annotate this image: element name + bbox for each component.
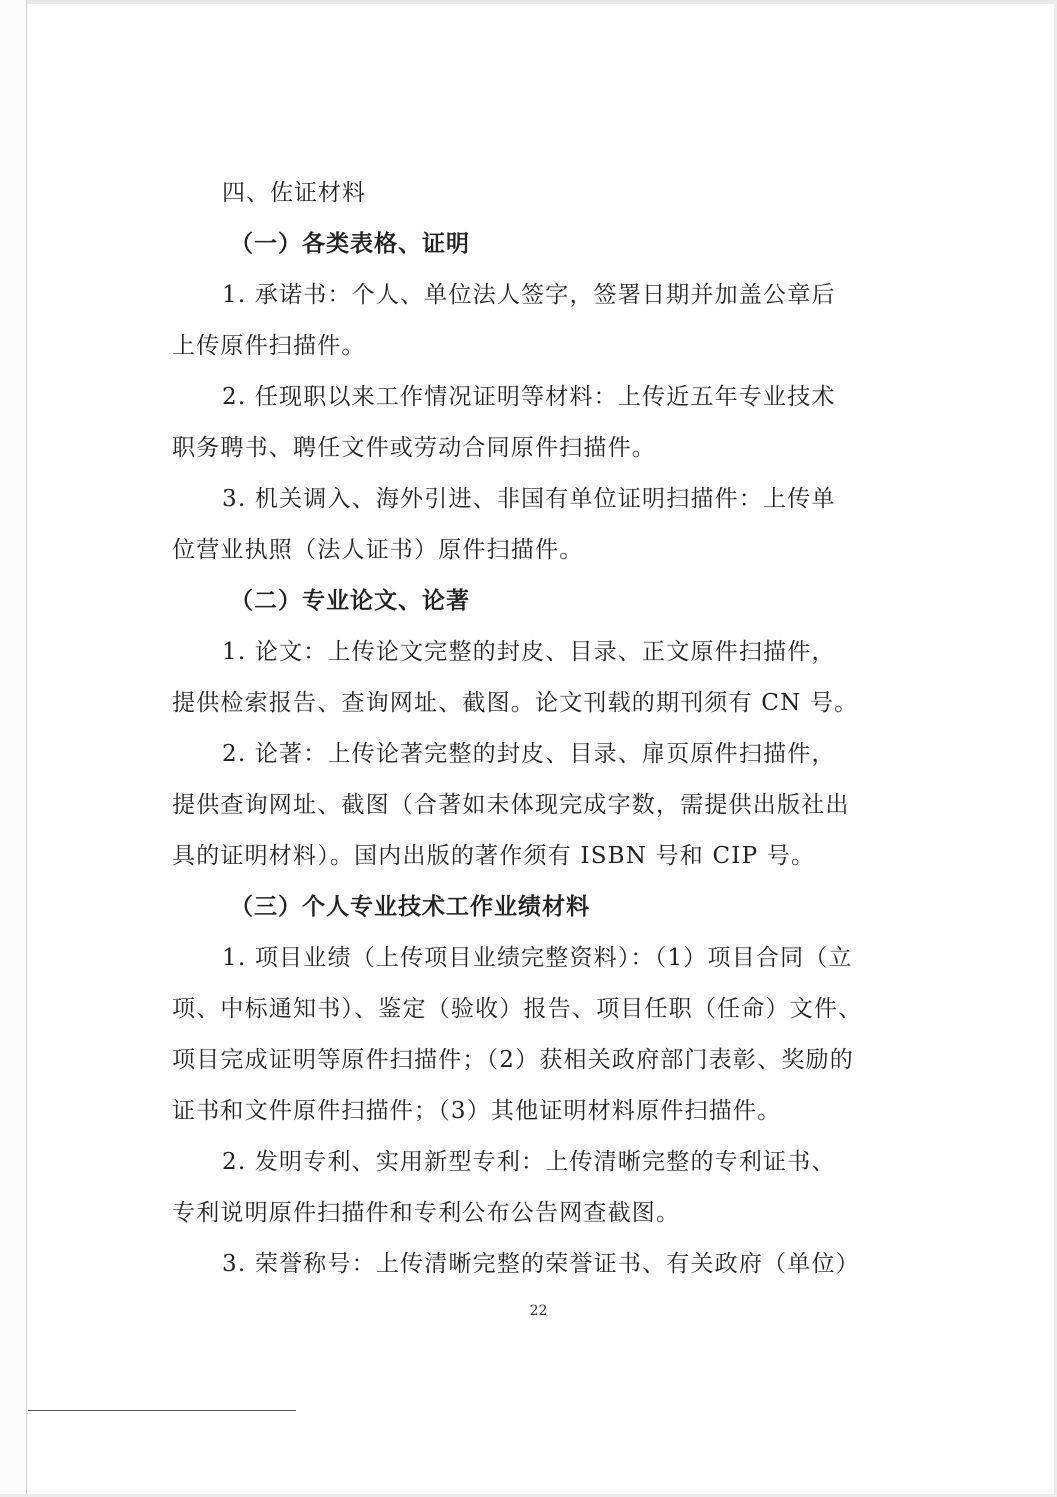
paragraph-line: 项、中标通知书）、鉴定（验收）报告、项目任职（任命）文件、	[172, 996, 863, 1022]
subsection-heading-3: （三）个人专业技术工作业绩材料	[230, 894, 590, 920]
scan-border-left	[0, 0, 27, 1497]
section-title: 四、佐证材料	[222, 180, 366, 206]
paragraph-line: 提供检索报告、查询网址、截图。论文刊载的期刊须有 CN 号。	[172, 690, 859, 716]
document-body	[172, 168, 902, 1290]
paragraph-line: 2. 论著：上传论著完整的封皮、目录、扉页原件扫描件，	[222, 741, 836, 767]
paragraph-line: 3. 机关调入、海外引进、非国有单位证明扫描件：上传单	[222, 486, 836, 512]
paragraph-line: 1. 承诺书：个人、单位法人签字，签署日期并加盖公章后	[222, 282, 836, 308]
paragraph-line: 专利说明原件扫描件和专利公布公告网查截图。	[172, 1200, 681, 1226]
paragraph-line: 2. 任现职以来工作情况证明等材料：上传近五年专业技术	[222, 384, 836, 410]
paragraph-line: 上传原件扫描件。	[172, 333, 366, 359]
paragraph-line: 项目完成证明等原件扫描件；（2）获相关政府部门表彰、奖励的	[172, 1047, 854, 1073]
footnote-divider	[28, 1410, 296, 1411]
page-number: 22	[529, 1303, 548, 1319]
paragraph-line: 具的证明材料）。国内出版的著作须有 ISBN 号和 CIP 号。	[172, 843, 816, 869]
paragraph-line: 2. 发明专利、实用新型专利：上传清晰完整的专利证书、	[222, 1149, 836, 1175]
paragraph-line: 证书和文件原件扫描件；（3）其他证明材料原件扫描件。	[172, 1098, 782, 1124]
paragraph-line: 3. 荣誉称号：上传清晰完整的荣誉证书、有关政府（单位）	[222, 1251, 860, 1277]
paragraph-line: 提供查询网址、截图（合著如未体现完成字数，需提供出版社出	[172, 792, 850, 818]
paragraph-line: 位营业执照（法人证书）原件扫描件。	[172, 537, 584, 563]
paragraph-line: 1. 项目业绩（上传项目业绩完整资料）：（1）项目合同（立	[222, 945, 853, 971]
subsection-heading-1: （一）各类表格、证明	[230, 231, 470, 257]
subsection-heading-2: （二）专业论文、论著	[230, 588, 470, 614]
scan-border-top	[0, 0, 1057, 4]
paragraph-line: 1. 论文：上传论文完整的封皮、目录、正文原件扫描件，	[222, 639, 836, 665]
paragraph-line: 职务聘书、聘任文件或劳动合同原件扫描件。	[172, 435, 656, 461]
